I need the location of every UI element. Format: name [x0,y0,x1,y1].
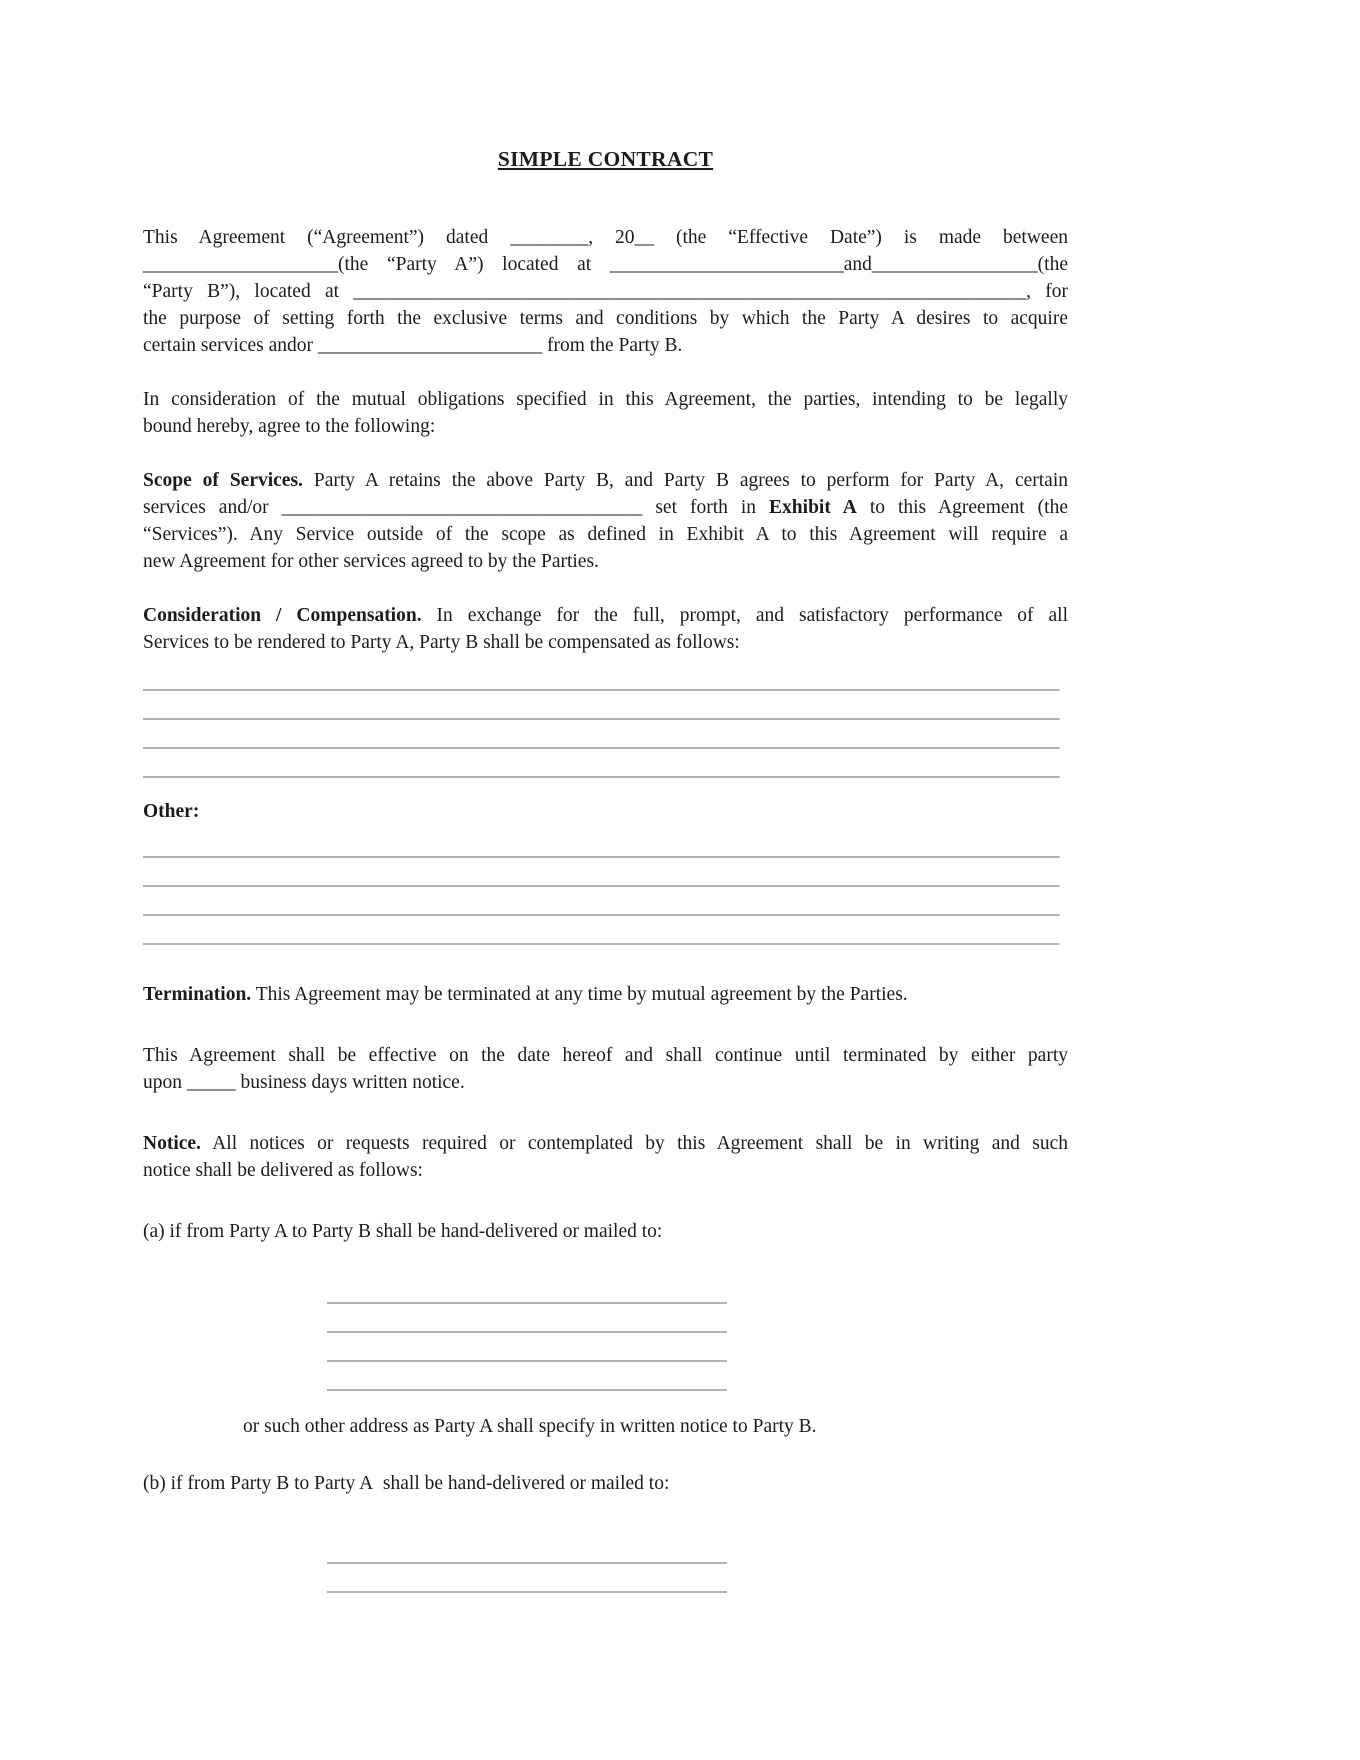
text-segment: This Agreement (“Agreement”) dated ________, 20__ (the “Effective Date”) is made between [143,227,1068,248]
text-line [143,1069,1068,1096]
notice-a-line [143,1218,1068,1245]
text-line [143,332,1068,359]
blank-rule-line [143,864,1068,893]
text-segment: or such other address as Party A shall specify in written notice to Party B. [243,1416,817,1437]
document-title: SIMPLE CONTRACT [497,147,714,171]
text-segment: ______________________________________________________________________________________________ [143,868,1060,889]
bold-text-segment: Scope of Services. [143,470,303,491]
blank-rule-line [327,1570,1068,1599]
text-segment: “Party B”), located at _____________________________________________________________________, for [143,281,1068,302]
text-segment: All notices or requests required or contemplated by this Agreement shall be in writing and such [200,1133,1068,1154]
text-line [143,981,1068,1008]
text-segment: ______________________________________________________________________________________________ [143,759,1060,780]
text-segment: _________________________________________ [327,1372,727,1393]
text-segment: _________________________________________ [327,1343,727,1364]
termination-paragraph [143,981,1068,1008]
blank-rule-line [143,922,1068,951]
text-segment: services and/or _____________________________________ set forth in [143,497,770,518]
consideration-intro-paragraph [143,386,1068,440]
text-line [143,629,1068,656]
scope-of-services-paragraph [143,467,1068,575]
text-segment: ______________________________________________________________________________________________ [143,926,1060,947]
text-segment: notice shall be delivered as follows: [143,1160,423,1181]
text-segment: ______________________________________________________________________________________________ [143,897,1060,918]
text-segment: In exchange for the full, prompt, and satisfactory performance of all [421,605,1069,626]
blank-rule-line [143,697,1068,726]
blank-rule-line [143,893,1068,922]
text-segment: (b) if from Party B to Party A shall be hand-delivered or mailed to: [143,1473,670,1494]
bold-text-segment: Consideration / Compensation. [143,605,422,626]
text-segment: new Agreement for other services agreed to by the Parties. [143,551,599,572]
text-line [143,1157,1068,1184]
notice-paragraph [143,1130,1068,1184]
notice-b-line [143,1470,1068,1497]
bold-text-segment: Notice. [143,1133,201,1154]
other-blank-lines [143,835,1068,951]
text-line [143,278,1068,305]
text-line [143,224,1068,251]
blank-rule-line [143,668,1068,697]
compensation-blank-lines [143,668,1068,784]
intro-paragraph [143,224,1068,359]
blank-rule-line [327,1368,1068,1397]
text-segment: to this Agreement (the [856,497,1068,518]
text-line [143,413,1068,440]
text-segment: bound hereby, agree to the following: [143,416,436,437]
text-segment: Services to be rendered to Party A, Party B shall be compensated as follows: [143,632,740,653]
bold-text-segment: Other: [143,801,200,822]
text-line [243,1413,1068,1440]
effective-term-paragraph [143,1042,1068,1096]
text-line [143,602,1068,629]
notice-a-alt-address-line [143,1413,1068,1440]
text-line [143,305,1068,332]
text-segment: ______________________________________________________________________________________________ [143,701,1060,722]
text-segment: ______________________________________________________________________________________________ [143,672,1060,693]
text-line [143,1042,1068,1069]
bold-text-segment: Exhibit A [769,497,857,518]
blank-rule-line [327,1310,1068,1339]
text-segment: _________________________________________ [327,1314,727,1335]
text-segment: ______________________________________________________________________________________________ [143,839,1060,860]
text-segment: _________________________________________ [327,1545,727,1566]
text-segment: upon _____ business days written notice. [143,1072,465,1093]
text-line [143,1130,1068,1157]
text-line [143,798,1068,825]
text-segment: ____________________(the “Party A”) located at ________________________and_________________(the [143,254,1068,275]
blank-rule-line [143,726,1068,755]
text-line [143,386,1068,413]
text-segment: _________________________________________ [327,1285,727,1306]
text-segment: (a) if from Party A to Party B shall be hand-delivered or mailed to: [143,1221,663,1242]
text-segment: the purpose of setting forth the exclusive terms and conditions by which the Party A desires to acquire [143,308,1068,329]
text-segment: This Agreement may be terminated at any time by mutual agreement by the Parties. [251,984,908,1005]
bold-text-segment: Termination. [143,984,252,1005]
compensation-paragraph [143,602,1068,656]
blank-rule-line [327,1281,1068,1310]
notice-b-blank-lines [143,1541,1068,1599]
notice-a-blank-lines [143,1281,1068,1397]
text-segment: _________________________________________ [327,1574,727,1595]
blank-rule-line [143,755,1068,784]
text-segment: This Agreement shall be effective on the date hereof and shall continue until terminated by either party [143,1045,1068,1066]
text-line [143,521,1068,548]
blank-rule-line [143,835,1068,864]
other-heading [143,798,1068,825]
text-line [143,548,1068,575]
document-body [143,224,1068,1599]
blank-rule-line [327,1339,1068,1368]
text-line [143,494,1068,521]
text-line [143,251,1068,278]
text-segment: certain services andor _______________________ from the Party B. [143,335,683,356]
text-line [143,1218,1068,1245]
text-line [143,1470,1068,1497]
text-line [143,467,1068,494]
text-segment: “Services”). Any Service outside of the scope as defined in Exhibit A to this Agreement will require a [143,524,1068,545]
text-segment: In consideration of the mutual obligations specified in this Agreement, the parties, intending to be legally [143,389,1068,410]
blank-rule-line [327,1541,1068,1570]
text-segment: ______________________________________________________________________________________________ [143,730,1060,751]
text-segment: Party A retains the above Party B, and Party B agrees to perform for Party A, certain [302,470,1068,491]
